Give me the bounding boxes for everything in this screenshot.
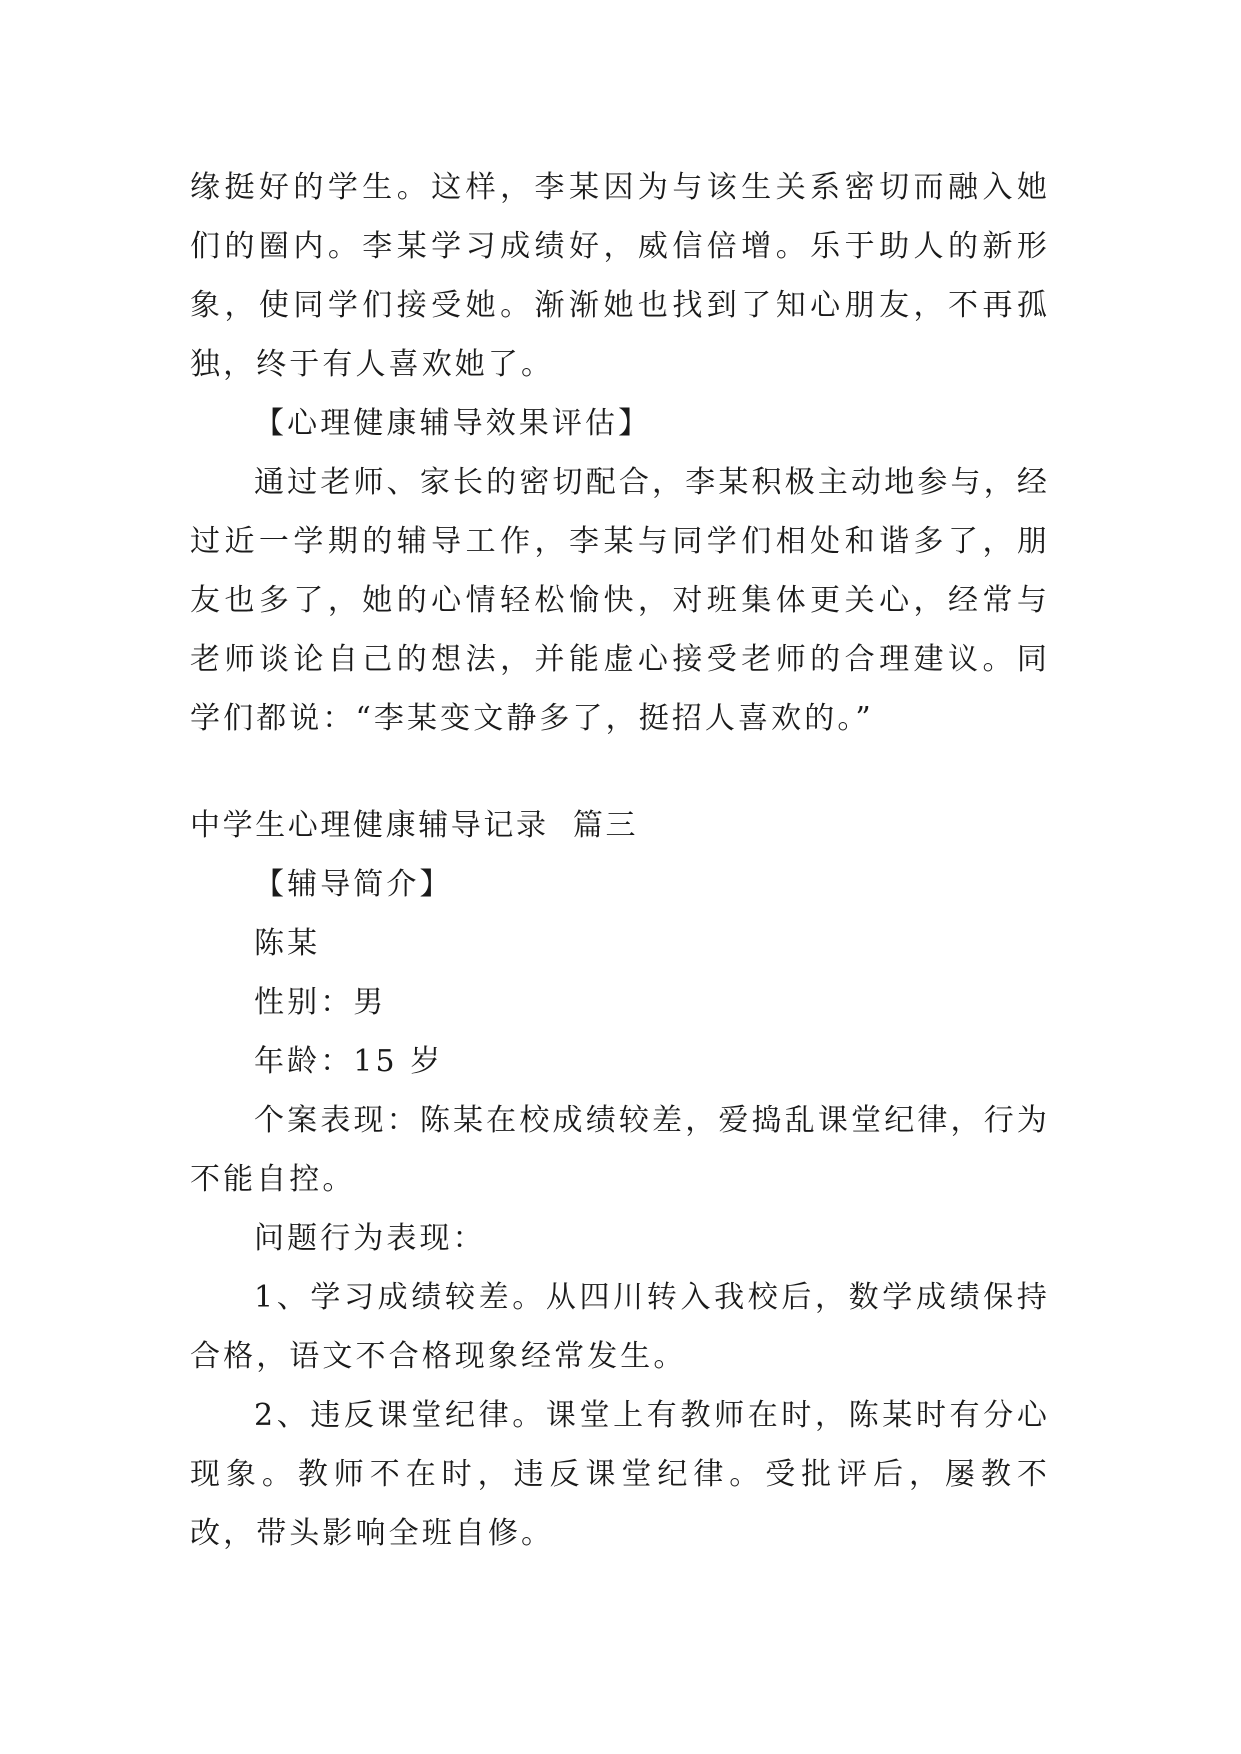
- section-title: 中学生心理健康辅导记录 篇三: [190, 808, 639, 843]
- intro-heading: 【辅导简介】: [254, 867, 453, 902]
- problem-item-1: 1、学习成绩较差。从四川转入我校后，数学成绩保持合格，语文不合格现象经常发生。: [190, 1280, 1050, 1374]
- student-name: 陈某: [254, 926, 321, 961]
- continuation-paragraph: 缘挺好的学生。这样，李某因为与该生关系密切而融入她们的圈内。李某学习成绩好，威信倍增。乐于助人的新形象，使同学们接受她。渐渐她也找到了知心朋友，不再孤独，终于有人喜欢她了。: [190, 170, 1050, 382]
- section-three: [190, 796, 1050, 1563]
- student-gender: 性别：男: [254, 985, 387, 1020]
- problems-heading: 问题行为表现：: [254, 1221, 486, 1256]
- evaluation-heading: 【心理健康辅导效果评估】: [254, 406, 652, 441]
- evaluation-paragraph: 通过老师、家长的密切配合，李某积极主动地参与，经过近一学期的辅导工作，李某与同学们相处和谐多了，朋友也多了，她的心情轻松愉快，对班集体更关心，经常与老师谈论自己的想法，并能虚心接受老师的合理建议。同学们都说：“李某变文静多了，挺招人喜欢的。”: [190, 465, 1050, 736]
- case-description: 个案表现：陈某在校成绩较差，爱捣乱课堂纪律，行为不能自控。: [190, 1103, 1050, 1197]
- section-two-continuation: [190, 158, 1050, 748]
- problem-item-2: 2、违反课堂纪律。课堂上有教师在时，陈某时有分心现象。教师不在时，违反课堂纪律。受批评后，屡教不改，带头影响全班自修。: [190, 1398, 1050, 1551]
- student-age: 年龄：15 岁: [254, 1044, 444, 1079]
